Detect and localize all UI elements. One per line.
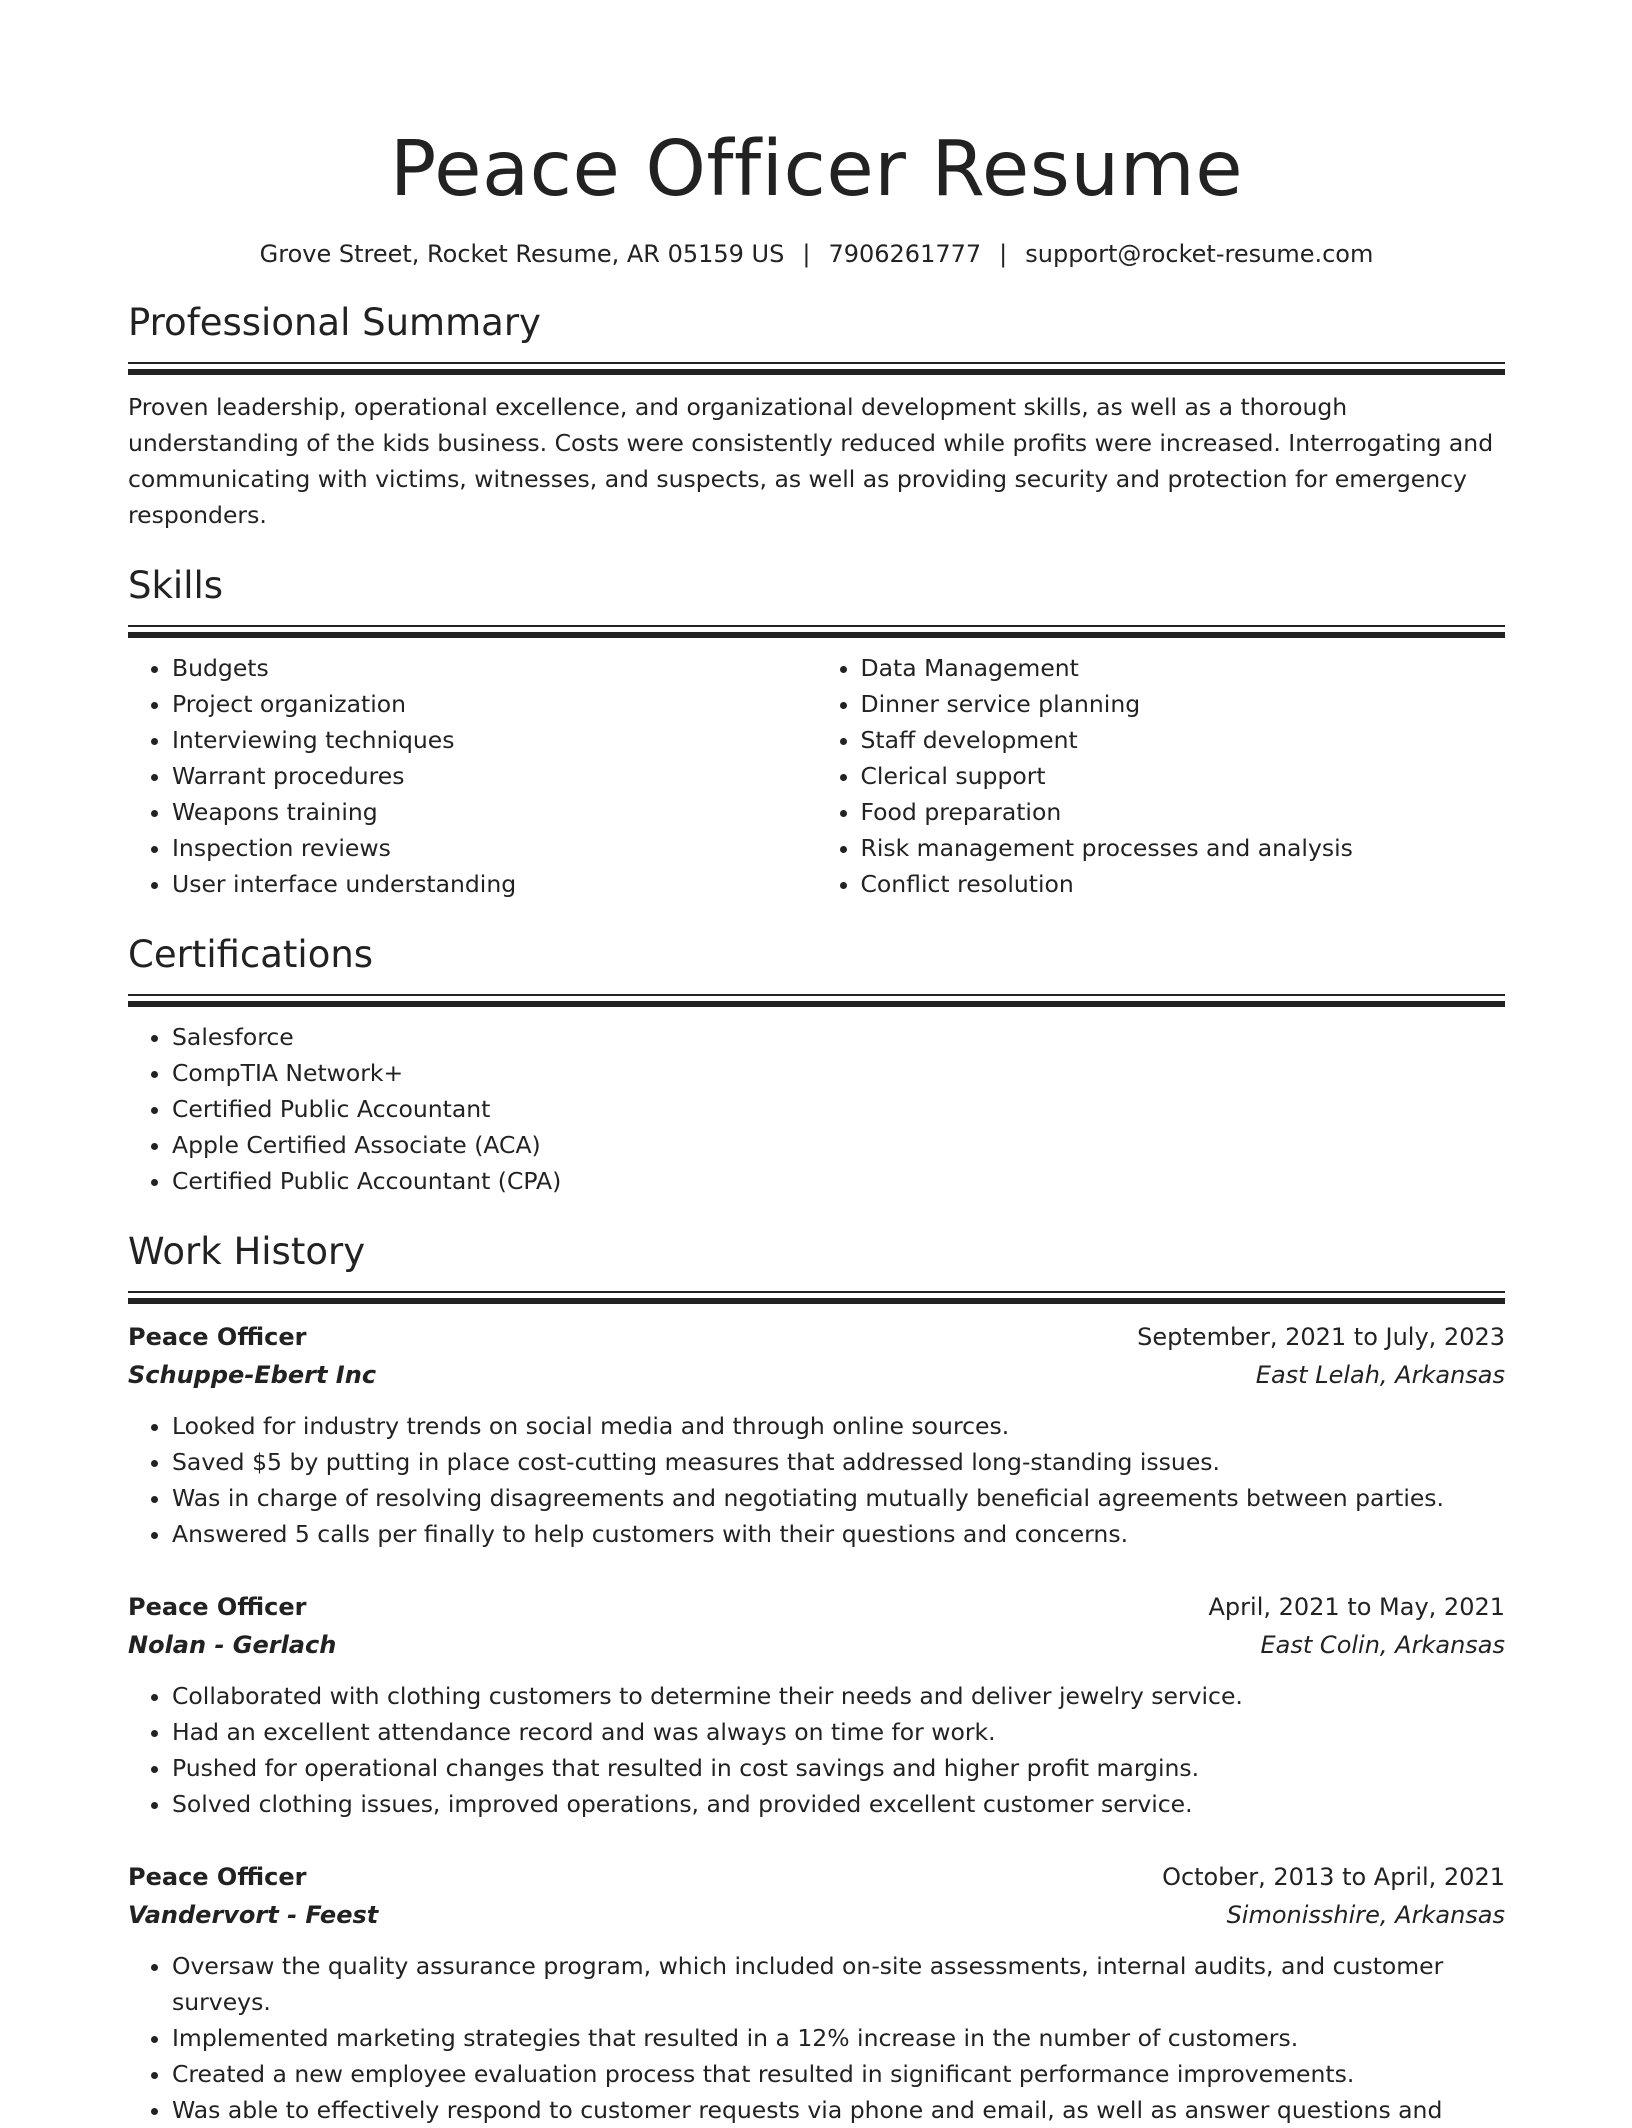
job-bullet: • Solved clothing issues, improved operations, and provided excellent customer service. bbox=[172, 1786, 1505, 1822]
skill-item: • Food preparation bbox=[861, 794, 1506, 830]
skill-item: • Weapons training bbox=[172, 794, 817, 830]
certification-item: • Apple Certified Associate (ACA) bbox=[172, 1127, 1505, 1163]
job-bullet: • Was able to effectively respond to customer requests via phone and email, as well as answer questions and bbox=[172, 2092, 1505, 2128]
certification-item: • Certified Public Accountant bbox=[172, 1091, 1505, 1127]
section-heading-summary: Professional Summary bbox=[128, 301, 541, 344]
resume-title: Peace Officer Resume bbox=[389, 125, 1244, 214]
job-bullet: • Created a new employee evaluation process that resulted in significant performance improvements. bbox=[172, 2056, 1505, 2092]
skill-item: • Risk management processes and analysis bbox=[861, 830, 1506, 866]
skill-item: • Data Management bbox=[861, 650, 1506, 686]
skill-item: • Project organization bbox=[172, 686, 817, 722]
job-location: East Colin, Arkansas bbox=[1260, 1631, 1505, 1659]
job-bullets bbox=[128, 1948, 1505, 2128]
section-heading-certifications: Certifications bbox=[128, 933, 374, 976]
skill-item: • Interviewing techniques bbox=[172, 722, 817, 758]
job-header-row bbox=[128, 1318, 1505, 1356]
job-bullet: • Was in charge of resolving disagreements and negotiating mutually beneficial agreements between parties. bbox=[172, 1480, 1505, 1516]
job-bullet: • Pushed for operational changes that resulted in cost savings and higher profit margins. bbox=[172, 1750, 1505, 1786]
section-divider bbox=[128, 362, 1505, 375]
skill-item: • Warrant procedures bbox=[172, 758, 817, 794]
certification-item: • Salesforce bbox=[172, 1019, 1505, 1055]
job-bullet: • Had an excellent attendance record and was always on time for work. bbox=[172, 1714, 1505, 1750]
skill-item: • Inspection reviews bbox=[172, 830, 817, 866]
skill-item: • Dinner service planning bbox=[861, 686, 1506, 722]
contact-separator: | bbox=[999, 240, 1008, 268]
job-bullet: • Oversaw the quality assurance program, which included on-site assessments, internal audits, and customer surveys. bbox=[172, 1948, 1505, 2020]
job-dates: April, 2021 to May, 2021 bbox=[1208, 1593, 1505, 1621]
skills-section bbox=[128, 561, 1505, 902]
job-title: Peace Officer bbox=[128, 1863, 307, 1891]
job-dates: October, 2013 to April, 2021 bbox=[1162, 1863, 1505, 1891]
job-header-row bbox=[128, 1588, 1505, 1626]
job-company-row bbox=[128, 1626, 1505, 1664]
skills-columns bbox=[128, 650, 1505, 902]
contact-address: Grove Street, Rocket Resume, AR 05159 US bbox=[259, 240, 785, 268]
job-bullets bbox=[128, 1408, 1505, 1552]
job-company-row bbox=[128, 1896, 1505, 1934]
work-history-section bbox=[128, 1227, 1505, 2128]
job-bullet: • Looked for industry trends on social media and through online sources. bbox=[172, 1408, 1505, 1444]
certifications-section bbox=[128, 930, 1505, 1199]
contact-line bbox=[128, 238, 1505, 270]
job-company: Nolan - Gerlach bbox=[128, 1631, 337, 1659]
section-divider bbox=[128, 1291, 1505, 1304]
job-entry bbox=[128, 1318, 1505, 1552]
certifications-list bbox=[128, 1019, 1505, 1199]
skills-list-right bbox=[817, 650, 1506, 902]
job-company-row bbox=[128, 1356, 1505, 1394]
job-dates: September, 2021 to July, 2023 bbox=[1137, 1323, 1505, 1351]
skill-item: • Conflict resolution bbox=[861, 866, 1506, 902]
job-header-row bbox=[128, 1858, 1505, 1896]
certification-item: • CompTIA Network+ bbox=[172, 1055, 1505, 1091]
job-company: Schuppe-Ebert Inc bbox=[128, 1361, 377, 1389]
job-title: Peace Officer bbox=[128, 1593, 307, 1621]
section-divider bbox=[128, 625, 1505, 638]
job-bullets bbox=[128, 1678, 1505, 1822]
job-bullet: • Saved $5 by putting in place cost-cutting measures that addressed long-standing issues. bbox=[172, 1444, 1505, 1480]
job-company: Vandervort - Feest bbox=[128, 1901, 379, 1929]
contact-email: support@rocket-resume.com bbox=[1025, 240, 1374, 268]
job-location: East Lelah, Arkansas bbox=[1255, 1361, 1505, 1389]
contact-separator: | bbox=[802, 240, 811, 268]
section-divider bbox=[128, 994, 1505, 1007]
resume-page bbox=[128, 0, 1505, 2128]
skill-item: • Clerical support bbox=[861, 758, 1506, 794]
skill-item: • Budgets bbox=[172, 650, 817, 686]
job-entry bbox=[128, 1588, 1505, 1822]
job-bullet: • Answered 5 calls per finally to help customers with their questions and concerns. bbox=[172, 1516, 1505, 1552]
job-entry bbox=[128, 1858, 1505, 2128]
section-heading-skills: Skills bbox=[128, 564, 224, 607]
certification-item: • Certified Public Accountant (CPA) bbox=[172, 1163, 1505, 1199]
skill-item: • Staff development bbox=[861, 722, 1506, 758]
skills-list-left bbox=[128, 650, 817, 902]
summary-text: Proven leadership, operational excellence, and organizational development skills, as well as a thorough understanding of the kids business. Costs were consistently reduced while profits were increased. Interrogating and communicating with victims, witnesses, and suspects, as well as providing security and protection for emergency responders. bbox=[128, 393, 1494, 529]
job-title: Peace Officer bbox=[128, 1323, 307, 1351]
section-heading-work-history: Work History bbox=[128, 1230, 366, 1273]
job-bullet: • Implemented marketing strategies that resulted in a 12% increase in the number of customers. bbox=[172, 2020, 1505, 2056]
skill-item: • User interface understanding bbox=[172, 866, 817, 902]
summary-section bbox=[128, 298, 1505, 533]
contact-phone: 7906261777 bbox=[828, 240, 982, 268]
job-bullet: • Collaborated with clothing customers to determine their needs and deliver jewelry service. bbox=[172, 1678, 1505, 1714]
job-location: Simonisshire, Arkansas bbox=[1226, 1901, 1505, 1929]
